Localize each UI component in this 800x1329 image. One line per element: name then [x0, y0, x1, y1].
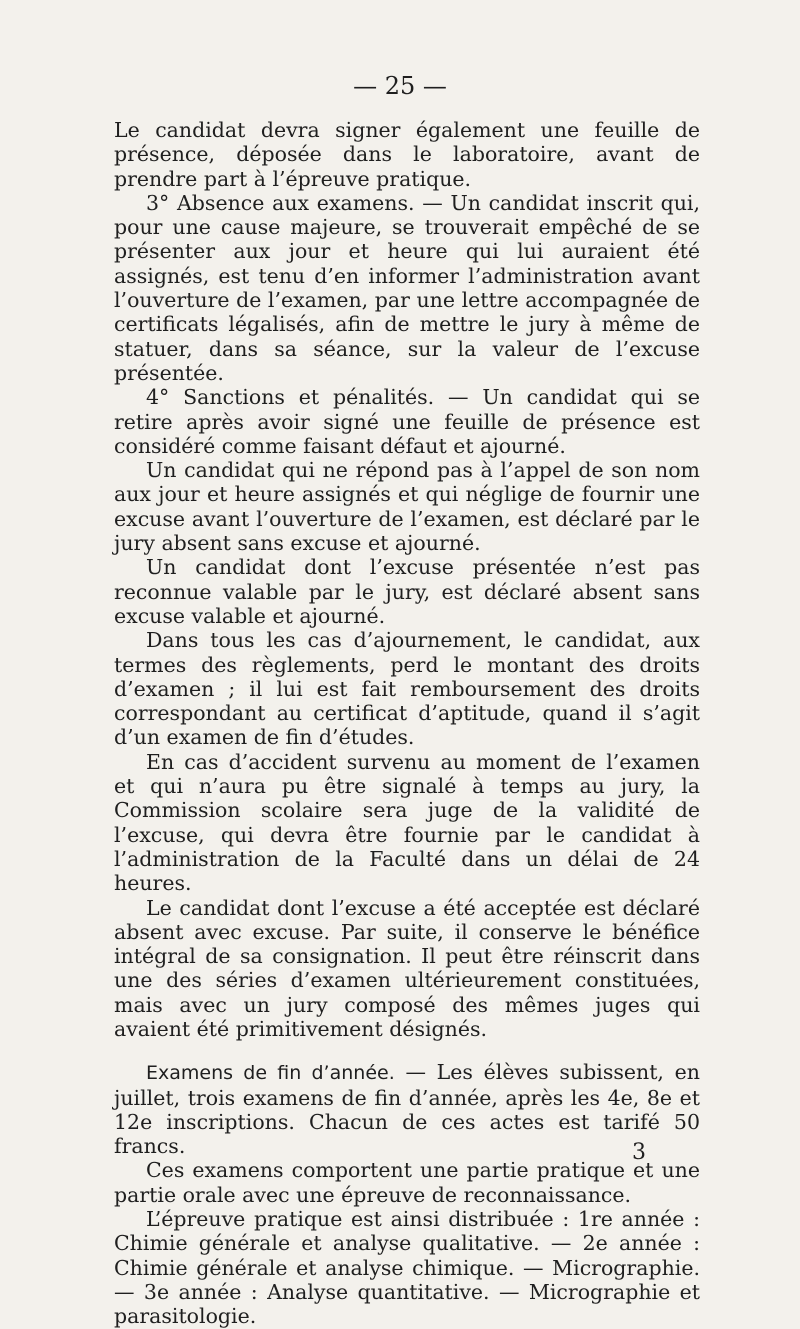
paragraph-accepted-excuse: Le candidat dont l’excuse a été acceptée est déclaré absent avec excuse. Par suite, il conserve le bénéfice intégral de sa consignation. Il peut être réinscrit dans une des séries d’examen ultérieurement constituées, mais avec un jury composé des mêmes juges qui avaient été primitivement désignés.: [114, 895, 700, 1041]
paragraph-sanctions: 4° Sanctions et pénalités. — Un candidat qui se retire après avoir signé une feuille de présence est considéré comme faisant défaut et ajourné.: [114, 385, 700, 458]
section-heading-year-end-exams: Examens de fin d’année.: [146, 1062, 395, 1085]
paragraph-signature-sheet: Le candidat devra signer également une feuille de présence, déposée dans le laboratoire, avant de prendre part à l’épreuve pratique.: [114, 118, 700, 191]
body-text: [114, 118, 700, 1329]
paragraph-absence: 3° Absence aux examens. — Un candidat inscrit qui, pour une cause majeure, se trouverait empêché de se présenter aux jour et heure qui lui auraient été assignés, est tenu d’en informer l’administration avant l’ouverture de l’examen, par une lettre accompagnée de certificats légalisés, afin de mettre le jury à même de statuer, dans sa séance, sur la valeur de l’excuse présentée.: [114, 190, 700, 385]
paragraph-invalid-excuse: Un candidat dont l’excuse présentée n’est pas reconnue valable par le jury, est déclaré absent sans excuse valable et ajourné.: [114, 555, 700, 628]
paragraph-accident: En cas d’accident survenu au moment de l’examen et qui n’aura pu être signalé à temps au jury, la Commission scolaire sera juge de la validité de l’excuse, qui devra être fournie par le candidat à l’administration de la Faculté dans un délai de 24 heures.: [114, 749, 700, 896]
paragraph-year-end-exams-text: — Les élèves subissent, en juillet, trois examens de fin d’année, après les 4e, 8e et 12e inscriptions. Chacun de ces actes est tarifé 50 francs.: [114, 1060, 700, 1159]
paragraph-no-answer: Un candidat qui ne répond pas à l’appel de son nom aux jour et heure assignés et qui néglige de fournir une excuse avant l’ouverture de l’examen, est déclaré par le jury absent sans excuse et ajourné.: [114, 458, 700, 556]
paragraph-practical-distribution: L’épreuve pratique est ainsi distribuée : 1re année : Chimie générale et analyse qualitative. — 2e année : Chimie générale et analyse chimique. — Micrographie. — 3e année : Analyse quantitative. — Micrographie et parasitologie.: [114, 1207, 700, 1329]
paragraph-exam-parts: Ces examens comportent une partie pratique et une partie orale avec une épreuve de reconnaissance.: [114, 1158, 700, 1207]
page-number-header: — 25 —: [353, 72, 447, 100]
paragraph-adjournment: Dans tous les cas d’ajournement, le candidat, aux termes des règlements, perd le montant des droits d’examen ; il lui est fait remboursement des droits correspondant au certificat d’aptitude, quand il s’agit d’un examen de fin d’études.: [114, 628, 700, 750]
signature-mark: 3: [632, 1140, 646, 1165]
paragraph-year-end-exams: [114, 1060, 700, 1158]
